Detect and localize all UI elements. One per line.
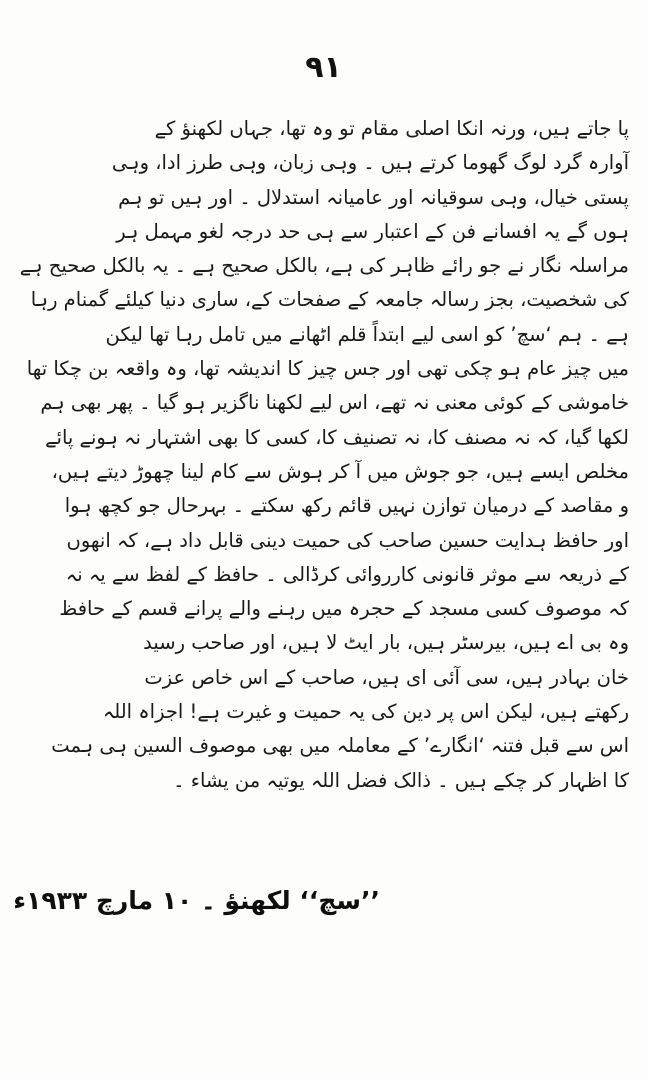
text-line: میں چیز عام ہو چکی تھی اور جس چیز کا اندیشہ تھا، وہ واقعہ بن چکا تھا — [26, 357, 629, 381]
text-line: خاموشی کے کوئی معنی نہ تھے، اس لیے لکھنا ناگزیر ہو گیا ۔ پھر بھی ہم — [40, 391, 629, 415]
text-line: مخلص ایسے ہیں، جو جوش میں آ کر ہوش سے کام لینا چھوڑ دیتے ہیں، — [51, 459, 629, 483]
text-line: کے ذریعہ سے موثر قانونی کارروائی کرڈالی ۔ حافظ کے لفظ سے یہ نہ — [65, 562, 629, 586]
text-line: کی شخصیت، بجز رسالہ جامعہ کے صفحات کے، ساری دنیا کیلئے گمنام رہا — [30, 288, 629, 312]
text-line: پستی خیال، وہی سوقیانہ اور عامیانہ استدلال ۔ اور ہیں تو ہم — [118, 185, 629, 209]
text-line: اس سے قبل فتنہ ‘انگارے’ کے معاملہ میں بھی موصوف السین ہی ہمت — [51, 734, 629, 758]
text-line: کہ موصوف کسی مسجد کے حجرہ میں رہنے والے پرانے قسم کے حافظ — [59, 597, 629, 621]
text-line: رکھتے ہیں، لیکن اس پر دین کی یہ حمیت و غیرت ہے! اجزاہ اللہ — [102, 700, 629, 724]
text-line: لکھا گیا، کہ نہ مصنف کا، نہ تصنیف کا، کسی کا بھی اشتہار نہ ہونے پائے — [45, 425, 629, 449]
text-line: خان بہادر ہیں، سی آئی ای ہیں، صاحب کے اس خاص عزت — [144, 665, 629, 689]
text-line: اور حافظ ہدایت حسین صاحب کی حمیت دینی قابل داد ہے، کہ انھوں — [66, 528, 629, 552]
text-line: پا جاتے ہیں، ورنہ انکا اصلی مقام تو وہ تھا، جہاں لکھنؤ کے — [154, 117, 629, 140]
text-line: و مقاصد کے درمیان توازن نہیں قائم رکھ سکتے ۔ بہرحال جو کچھ ہوا — [64, 494, 629, 518]
text-line: مراسلہ نگار نے جو رائے ظاہر کی ہے، بالکل صحیح ہے ۔ یہ بالکل صحیح ہے — [19, 254, 629, 278]
source-date-line: ’’سچ‘‘ لکھنؤ ۔ ۱۰ مارچ ۱۹۳۳ء — [13, 886, 380, 915]
page-number: ۹۱ — [305, 50, 342, 85]
text-line: ہوں گے یہ افسانے فن کے اعتبار سے ہی حد درجہ لغو مہمل ہر — [116, 219, 629, 243]
text-line: وہ بی اے ہیں، بیرسٹر ہیں، بار ایٹ لا ہیں، اور صاحب رسید — [143, 631, 629, 655]
text-line: آوارہ گرد لوگ گھوما کرتے ہیں ۔ وہی زبان، وہی طرز ادا، وہی — [111, 151, 629, 175]
text-line: ہے ۔ ہم ‘سچ’ کو اسی لیے ابتداً قلم اٹھانے میں تامل رہا تھا لیکن — [105, 322, 629, 346]
body-text — [19, 112, 629, 832]
text-line: کا اظہار کر چکے ہیں ۔ ذالک فضل اللہ یوتیہ من یشاء ۔ — [173, 768, 629, 792]
